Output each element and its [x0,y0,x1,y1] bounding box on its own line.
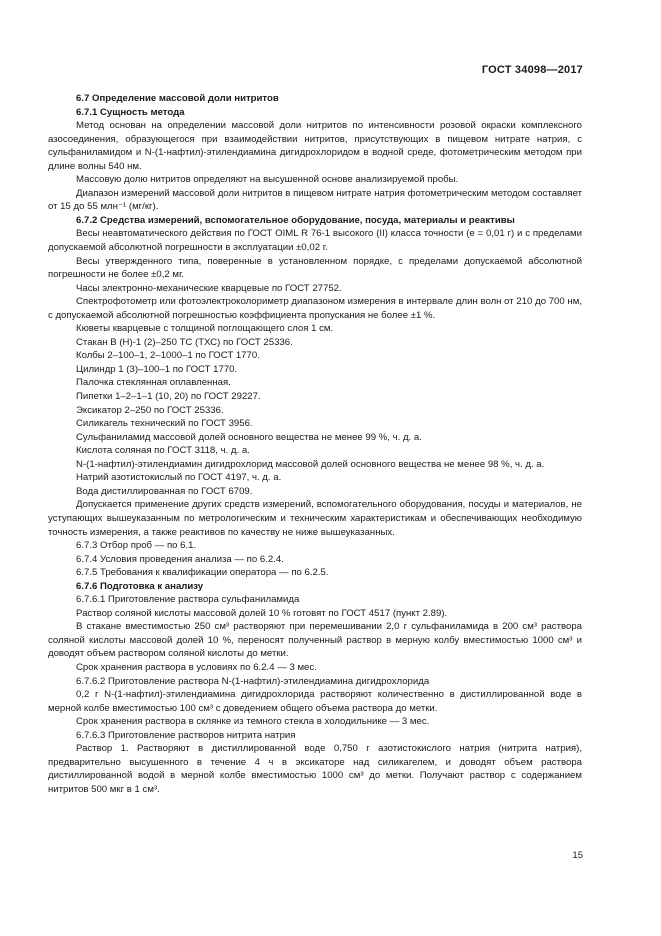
subsection-heading: 6.7.2 Средства измерений, вспомогательное оборудование, посуда, материалы и реактивы [76,214,515,226]
list-item: Кюветы кварцевые с толщиной поглощающего слоя 1 см. [76,323,334,335]
paragraph: В стакане вместимостью 250 см³ растворяют при перемешивании 2,0 г сульфаниламида в 200 см³ раствора соляной кислоты массовой долей 10 %, переносят полученный раствор в мерную колбу вместимостью 1000 см³ и доводят объем раствором соляной кислоты до метки. [48,621,582,660]
clause: 6.7.4 Условия проведения анализа — по 6.2.4. [76,553,284,565]
paragraph: Допускается применение других средств измерений, вспомогательного оборудования, посуды и материалов, не уступающих вышеуказанным по метрологическим и техническим характеристикам и обеспечивающих необходимую точность измерения, а также реактивов по качеству не ниже вышеуказанных. [48,499,582,538]
paragraph: Срок хранения раствора в условиях по 6.2.4 — 3 мес. [76,661,317,673]
paragraph: 0,2 г N-(1-нафтил)-этилендиамина дигидрохлорида растворяют количественно в дистиллированной воде в мерной колбе вместимостью 100 см³ с доведением общего объема раствора до метки. [48,689,582,714]
clause: 6.7.6.2 Приготовление раствора N-(1-нафтил)-этилендиамина дигидрохлорида [76,675,430,687]
section-heading: 6.7 Определение массовой доли нитритов [76,93,279,104]
paragraph: Весы неавтоматического действия по ГОСТ OIML R 76-1 высокого (II) класса точности (е = 0,01 г) и с пределами допускаемой абсолютной погрешности в эксплуатации ±0,02 г. [48,228,582,254]
paragraph: Спектрофотометр или фотоэлектроколориметр диапазоном измерения в интервале длин волн от 210 до 700 нм, с допускаемой абсолютной погрешностью коэффициента пропускания не более ±1 %. [48,296,582,321]
list-item: Силикагель технический по ГОСТ 3956. [76,418,253,430]
subsection-heading: 6.7.1 Сущность метода [76,106,185,118]
page-number: 15 [572,850,583,861]
clause: 6.7.6.3 Приготовление растворов нитрита натрия [76,729,296,741]
paragraph: Массовую долю нитритов определяют на высушенной основе анализируемой пробы. [76,174,459,186]
paragraph: Весы утвержденного типа, поверенные в установленном порядке, с пределами допускаемой абсолютной погрешности не более ±0,2 мг. [48,255,582,281]
list-item: Вода дистиллированная по ГОСТ 6709. [76,485,253,497]
list-item: Кислота соляная по ГОСТ 3118, ч. д. а. [76,445,250,457]
paragraph: Метод основан на определении массовой доли нитритов по интенсивности розовой окраски комплексного азосоединения, образующегося при взаимодействии нитритов, присутствующих в пищевом нитрате натрия, с сульфаниламидом и N-(1-нафтил)-этилендиамина дигидрохлоридом в водной среде, фотометрическим методом при длине волны 540 нм. [48,120,582,172]
standard-header: ГОСТ 34098—2017 [481,64,583,76]
list-item: Палочка стеклянная оплавленная. [76,377,231,389]
list-item: Натрий азотистокислый по ГОСТ 4197, ч. д. а. [76,472,282,484]
paragraph: Раствор 1. Растворяют в дистиллированной воде 0,750 г азотистокислого натрия (нитрита натрия), предварительно высушенного в течение 4 ч в эксикаторе над силикагелем, и доводят объем раствора дистиллированной водой в мерной колбе вместимостью 1000 см³ до метки. Получают раствор с содержанием нитритов 500 мкг в 1 см³. [48,743,582,795]
paragraph: Часы электронно-механические кварцевые по ГОСТ 27752. [76,282,342,294]
list-item: Цилиндр 1 (3)–100–1 по ГОСТ 1770. [76,363,238,375]
clause: 6.7.5 Требования к квалификации оператора — по 6.2.5. [76,567,329,579]
clause: 6.7.3 Отбор проб — по 6.1. [76,540,197,552]
paragraph: Диапазон измерений массовой доли нитритов в пищевом нитрате натрия фотометрическим методом составляет от 15 до 55 млн⁻¹ (мг/кг). [48,187,582,213]
list-item: Сульфаниламид массовой долей основного вещества не менее 99 %, ч. д. а. [76,431,422,443]
paragraph: Срок хранения раствора в склянке из темного стекла в холодильнике — 3 мес. [76,716,430,728]
list-item: Пипетки 1–2–1–1 (10, 20) по ГОСТ 29227. [76,391,261,403]
paragraph: Раствор соляной кислоты массовой долей 10 % готовят по ГОСТ 4517 (пункт 2.89). [76,607,448,619]
list-item: Эксикатор 2–250 по ГОСТ 25336. [76,404,224,416]
list-item: Стакан В (Н)-1 (2)–250 ТС (ТХС) по ГОСТ 25336. [76,336,293,348]
subsection-heading: 6.7.6 Подготовка к анализу [76,580,204,592]
clause: 6.7.6.1 Приготовление раствора сульфаниламида [76,594,300,606]
list-item: Колбы 2–100–1, 2–1000–1 по ГОСТ 1770. [76,350,260,362]
list-item: N-(1-нафтил)-этилендиамин дигидрохлорид массовой долей основного вещества не менее 98 %, ч. д. а. [76,458,545,470]
document-body [48,92,582,796]
